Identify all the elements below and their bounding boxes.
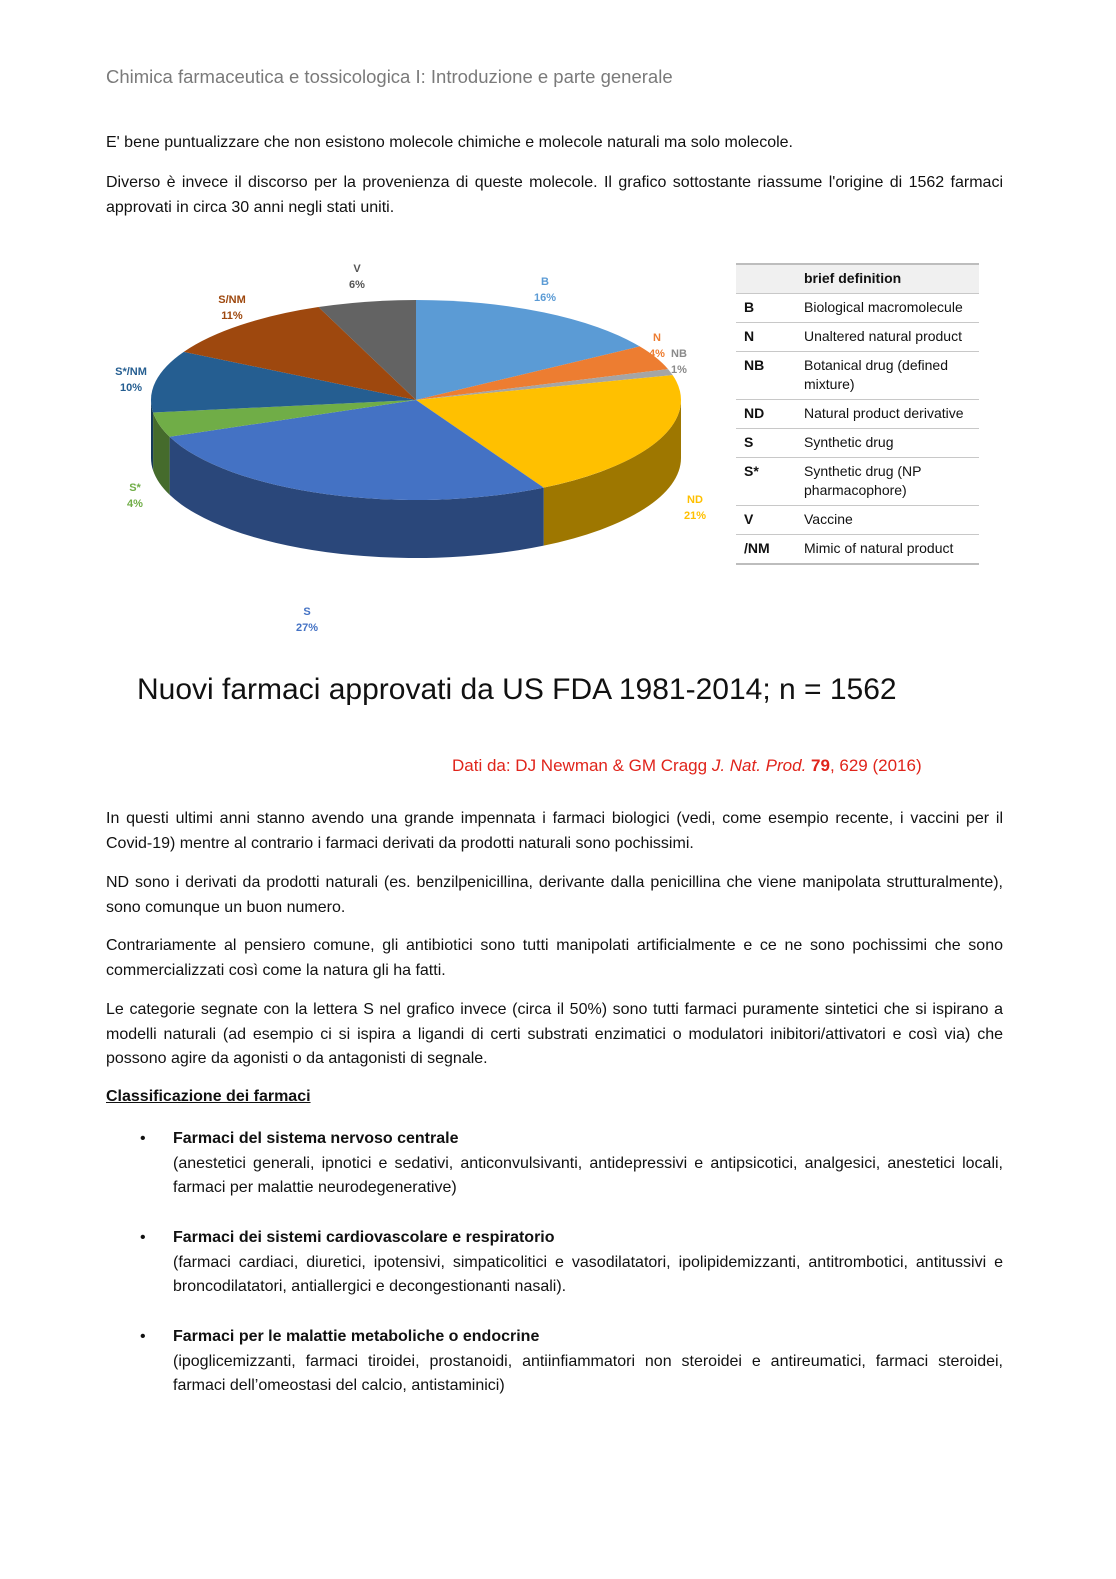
source-volume: 79 bbox=[811, 756, 830, 775]
slice-label-nd: ND bbox=[687, 494, 703, 506]
slice-value-v: 6% bbox=[349, 279, 365, 291]
section-title: Classificazione dei farmaci bbox=[106, 1088, 311, 1105]
legend-row bbox=[736, 506, 979, 535]
source-pages: , 629 (2016) bbox=[829, 756, 922, 775]
paragraph-synthetic: Le categorie segnate con la lettera S nel grafico invece (circa il 50%) sono tutti farmaci puramente sintetici che si ispirano a modelli naturali (ad esempio ci si ispira a ligandi di certi substrati enzimatici o modulatori inibitori/attivatori e così via) che possono agire da agonisti o da antagonisti di segnale. bbox=[106, 1001, 1003, 1067]
legend-row bbox=[736, 400, 979, 429]
slice-label-nb: NB bbox=[671, 348, 687, 360]
slice-value-s-nm: 11% bbox=[221, 310, 243, 322]
legend-code: S bbox=[736, 429, 796, 458]
slice-value-s: 4% bbox=[127, 498, 143, 510]
slice-label-n: N bbox=[653, 332, 661, 344]
list-item bbox=[106, 1127, 1003, 1201]
legend-code: ND bbox=[736, 400, 796, 429]
page-header: Chimica farmaceutica e tossicologica I: Introduzione e parte generale bbox=[106, 66, 673, 87]
list-item-title: Farmaci per le malattie metaboliche o endocrine bbox=[173, 1328, 540, 1345]
slice-label-v: V bbox=[353, 263, 361, 275]
legend-row bbox=[736, 458, 979, 506]
paragraph-nd: ND sono i derivati da prodotti naturali (es. benzilpenicillina, derivante dalla penicillina che viene manipolata strutturalmente), sono comunque un buon numero. bbox=[106, 874, 1003, 916]
bullet-icon: • bbox=[140, 1130, 146, 1147]
legend-definition: Biological macromolecule bbox=[796, 294, 979, 323]
legend-header: brief definition bbox=[796, 264, 979, 294]
slice-value-s: 27% bbox=[295, 622, 319, 634]
legend-definition: Natural product derivative bbox=[796, 400, 979, 429]
legend-definition: Mimic of natural product bbox=[796, 535, 979, 565]
paragraph-origin: Diverso è invece il discorso per la provenienza di queste molecole. Il grafico sottostante riassume l'origine di 1562 farmaci approvati in circa 30 anni negli stati uniti. bbox=[106, 174, 1003, 216]
list-item-desc: (ipoglicemizzanti, farmaci tiroidei, prostanoidi, antiinfiammatori non steroidei e antireumatici, farmaci steroidei, farmaci dell’omeostasi del calcio, antistaminici) bbox=[173, 1352, 1003, 1394]
legend-table bbox=[736, 263, 979, 565]
legend-definition: Synthetic drug (NP pharmacophore) bbox=[796, 458, 979, 506]
slice-label-s-nm: S*/NM bbox=[115, 366, 147, 378]
legend-code: V bbox=[736, 506, 796, 535]
slice-value-nd: 21% bbox=[683, 510, 707, 522]
source-journal: J. Nat. Prod. bbox=[711, 756, 812, 775]
slice-value-b: 16% bbox=[533, 292, 557, 304]
legend-definition: Vaccine bbox=[796, 506, 979, 535]
list-item-desc: (anestetici generali, ipnotici e sedativi, anticonvulsivanti, antidepressivi e antipsicotici, analgesici, anestetici locali, farmaci per malattie neurodegenerative) bbox=[173, 1154, 1003, 1196]
legend-row bbox=[736, 323, 979, 352]
legend-row bbox=[736, 535, 979, 565]
legend-row bbox=[736, 429, 979, 458]
source-authors: Dati da: DJ Newman & GM Cragg bbox=[452, 756, 712, 775]
legend-code: N bbox=[736, 323, 796, 352]
slice-label-s: S bbox=[303, 606, 311, 618]
slice-label-b: B bbox=[541, 276, 549, 288]
list-item-title: Farmaci dei sistemi cardiovascolare e respiratorio bbox=[173, 1229, 555, 1246]
paragraph-intro: E' bene puntualizzare che non esistono molecole chimiche e molecole naturali ma solo molecole. bbox=[106, 134, 793, 151]
list-item-desc: (farmaci cardiaci, diuretici, ipotensivi, simpaticolitici e vasodilatatori, ipolipidemizzanti, antitrombotici, antitussivi e broncodilatatori, antiallergici e decongestionanti nasali). bbox=[173, 1253, 1003, 1295]
chart-title: Nuovi farmaci approvati da US FDA 1981-2014; n = 1562 bbox=[137, 673, 897, 706]
bullet-icon: • bbox=[140, 1229, 146, 1246]
list-item-title: Farmaci del sistema nervoso centrale bbox=[173, 1130, 459, 1147]
legend-row bbox=[736, 294, 979, 323]
legend-code: B bbox=[736, 294, 796, 323]
paragraph-biologics: In questi ultimi anni stanno avendo una grande impennata i farmaci biologici (vedi, come esempio recente, i vaccini per il Covid-19) mentre al contrario i farmaci derivati da prodotti naturali sono pochissimi. bbox=[106, 810, 1003, 852]
paragraph-antibiotics: Contrariamente al pensiero comune, gli antibiotici sono tutti manipolati artificialmente e ce ne sono pochissimi che sono commercializzati così come la natura gli ha fatti. bbox=[106, 937, 1003, 979]
slice-value-s-nm: 10% bbox=[119, 382, 143, 394]
legend-code: NB bbox=[736, 352, 796, 400]
slice-label-s: S* bbox=[129, 482, 141, 494]
legend-definition: Botanical drug (defined mixture) bbox=[796, 352, 979, 400]
bullet-icon: • bbox=[140, 1328, 146, 1345]
legend-header-code bbox=[736, 264, 796, 294]
slice-value-n: 4% bbox=[649, 348, 665, 360]
slice-value-nb: 1% bbox=[671, 364, 687, 376]
list-item bbox=[106, 1226, 1003, 1300]
legend-code: /NM bbox=[736, 535, 796, 565]
legend-definition: Synthetic drug bbox=[796, 429, 979, 458]
chart-source bbox=[452, 756, 922, 776]
slice-label-s-nm: S/NM bbox=[218, 294, 246, 306]
legend-header-row bbox=[736, 264, 979, 294]
pie-chart bbox=[100, 255, 740, 650]
legend-row bbox=[736, 352, 979, 400]
legend-code: S* bbox=[736, 458, 796, 506]
legend-definition: Unaltered natural product bbox=[796, 323, 979, 352]
list-item bbox=[106, 1325, 1003, 1399]
